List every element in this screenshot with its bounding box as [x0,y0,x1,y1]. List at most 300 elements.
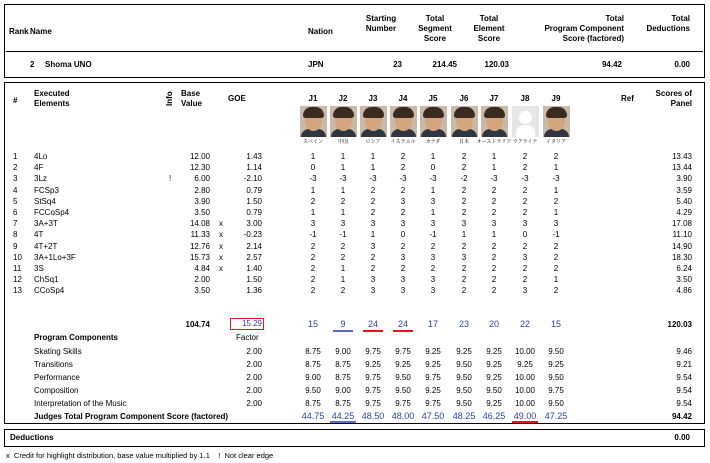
pc-total: 94.42 [671,412,692,421]
pc-judge-score: 9.25 [425,347,441,356]
judge-photo [481,106,508,137]
pc-judge-score: 9.25 [395,360,411,369]
element-judge-score: 2 [310,264,316,273]
pc-judge-score: 9.75 [395,347,411,356]
element-name: 3A+1Lo+3F [34,252,76,262]
element-judge-score: 3 [310,219,316,229]
element-judge-score: -1 [552,230,560,240]
element-number: 10 [13,252,22,262]
pc-factor: 2.00 [246,360,262,369]
element-judge-score: 2 [491,241,497,251]
element-judge-score: 2 [340,241,346,251]
judge-goe-total: 15 [307,319,318,329]
element-judge-score: 1 [370,163,376,173]
element-judge-score: 1 [553,185,559,195]
total-deductions: 0.00 [674,60,690,69]
judge-label: J3 [368,94,378,103]
element-judge-score: 2 [553,264,559,273]
element-number: 9 [13,241,18,251]
pc-judge-score: 8.75 [335,373,351,382]
element-judge-score: 3 [430,196,436,206]
element-name: 3Lz [34,174,47,184]
deductions-label: Deductions [10,433,54,442]
judge-country: スペイン [302,139,323,145]
pc-judge-score: 9.50 [456,360,472,369]
element-goe: 1.40 [246,264,262,273]
pc-judge-score: 9.25 [517,360,533,369]
element-judge-score: 3 [370,219,376,229]
scores-of-panel-header: Scores of Panel [655,89,692,108]
pc-judge-score: 9.50 [395,386,411,395]
element-judge-score: 2 [430,264,436,273]
element-number: 12 [13,275,22,285]
element-judge-score: 2 [400,152,406,161]
element-judge-score: 3 [430,252,436,262]
element-judge-score: 3 [370,275,376,285]
judge-label: J4 [398,94,408,103]
element-bonus-flag: x [219,264,223,273]
pc-factor: 2.00 [246,347,262,356]
element-number: 7 [13,219,18,229]
element-number: 6 [13,208,18,217]
factor-header: Factor [236,333,259,342]
element-goe: 2.14 [246,241,262,251]
pc-judge-score: 9.75 [365,373,381,382]
goe-total: 15.29 [241,319,262,328]
rank-header: Rank [9,27,29,36]
judge-photo [543,106,570,137]
element-goe: 2.57 [246,252,262,262]
judge-photo [360,106,387,137]
element-judge-score: 1 [340,275,346,285]
judge-country: 日本 [458,139,469,145]
element-judge-score: 2 [461,275,467,285]
element-judge-score: 3 [400,196,406,206]
elements-score-total: 120.03 [667,320,692,329]
element-judge-score: 2 [340,286,346,296]
element-judge-score: 1 [491,230,497,240]
element-judge-score: 2 [553,196,559,206]
element-judge-score: 2 [400,241,406,251]
element-score: 3.90 [676,174,692,184]
element-judge-score: 2 [461,264,467,273]
element-judge-score: 1 [430,208,436,217]
pc-score: 9.54 [676,373,692,382]
element-judge-score: 2 [430,241,436,251]
pc-judge-score: 9.75 [365,386,381,395]
total-pcs: 94.42 [601,60,622,69]
element-judge-score: 3 [522,286,528,296]
element-goe: 1.14 [246,163,262,173]
pc-judge-score: 9.75 [425,373,441,382]
element-judge-score: 3 [370,241,376,251]
element-score: 13.44 [671,163,692,173]
judge-goe-total: 23 [458,319,469,329]
element-judge-score: 2 [461,152,467,161]
base-value-total: 104.74 [185,320,210,329]
element-judge-score: -3 [339,174,347,184]
element-number: 2 [13,163,18,173]
element-judge-score: 1 [430,152,436,161]
element-bonus-flag: x [219,241,223,251]
judge-goe-total: 22 [519,319,530,329]
deductions-header: Total Deductions [646,14,690,33]
tes-header: Total Element Score [473,14,505,43]
element-judge-score: -3 [490,174,498,184]
goe-total-underline [393,330,413,332]
pc-score: 9.46 [676,347,692,356]
starting-header: Starting Number [365,14,397,33]
element-judge-score: 2 [370,196,376,206]
element-judge-score: 1 [553,208,559,217]
judge-pc-total: 44.75 [301,411,325,421]
element-base-value: 14.08 [189,219,210,229]
element-judge-score: 2 [310,252,316,262]
element-goe: 3.00 [246,219,262,229]
element-judge-score: -1 [429,230,437,240]
skater-rank: 2 [30,60,35,69]
element-judge-score: 1 [461,230,467,240]
element-judge-score: 0 [522,230,528,240]
element-judge-score: -3 [521,174,529,184]
judge-pc-total: 48.00 [391,411,415,421]
element-judge-score: 2 [461,163,467,173]
element-judge-score: 2 [310,196,316,206]
element-judge-score: -3 [369,174,377,184]
element-judge-score: 2 [400,163,406,173]
element-judge-score: 2 [340,196,346,206]
judge-photo [512,106,539,137]
executed-header: Executed Elements [34,89,70,108]
judge-label: J5 [428,94,438,103]
pc-judge-score: 9.25 [486,360,502,369]
element-judge-score: 2 [310,241,316,251]
element-bonus-flag: x [219,219,223,229]
element-judge-score: 2 [553,252,559,262]
element-judge-score: -3 [399,174,407,184]
element-judge-score: 2 [553,241,559,251]
element-number: 4 [13,185,18,195]
element-number: 11 [13,264,22,273]
pc-judge-score: 9.00 [335,347,351,356]
element-judge-score: -1 [309,230,317,240]
element-score: 13.43 [671,152,692,161]
element-judge-score: 2 [461,196,467,206]
element-judge-score: 1 [310,208,316,217]
element-judge-score: 1 [310,152,316,161]
element-base-value: 12.30 [189,163,210,173]
summary-divider [6,51,703,52]
element-judge-score: 0 [430,163,436,173]
pc-judge-score: 8.75 [335,360,351,369]
skater-nation: JPN [308,60,324,69]
pc-judge-score: 9.25 [365,360,381,369]
pc-judge-score: 9.50 [456,399,472,408]
judge-goe-total: 20 [488,319,499,329]
pc-judge-score: 9.25 [456,347,472,356]
element-judge-score: 2 [461,208,467,217]
element-name: 4F [34,163,44,173]
element-judge-score: 2 [522,241,528,251]
pc-judge-score: 9.50 [395,373,411,382]
pc-factor: 2.00 [246,386,262,395]
pc-name: Transitions [34,360,73,369]
pc-total-underline [512,421,538,423]
element-number: 5 [13,196,18,206]
judge-photo [300,106,327,137]
judge-label: J8 [520,94,530,103]
pc-judge-score: 9.50 [305,386,321,395]
footnote: x Credit for highlight distribution, base value multiplied by 1.1 ! Not clear edge [6,451,274,460]
pc-judge-score: 10.00 [514,386,536,395]
element-judge-score: 3 [400,252,406,262]
pc-score: 9.54 [676,386,692,395]
element-judge-score: 3 [461,252,467,262]
pc-name: Performance [34,373,80,382]
element-judge-score: 1 [340,264,346,273]
element-judge-score: 3 [461,219,467,229]
element-goe: -2.10 [243,174,262,184]
judge-photo [451,106,478,137]
element-number: 3 [13,174,18,184]
judge-country: イスラエル [390,139,416,145]
element-score: 11.10 [672,230,692,240]
num-header: # [13,96,18,105]
element-base-value: 3.50 [194,208,210,217]
pc-name: Composition [34,386,79,395]
element-number: 1 [13,152,18,161]
element-base-value: 12.76 [189,241,210,251]
element-judge-score: 2 [491,275,497,285]
element-name: ChSq1 [34,275,59,285]
judge-goe-total: 9 [340,319,346,329]
pc-score: 9.21 [676,360,692,369]
pc-judge-score: 9.75 [365,347,381,356]
element-score: 4.86 [676,286,692,296]
judge-pc-total: 48.50 [361,411,385,421]
element-judge-score: 1 [491,163,497,173]
goe-total-underline [333,330,353,332]
pc-judge-score: 9.25 [548,360,564,369]
element-judge-score: 2 [370,208,376,217]
element-base-value: 12.00 [189,152,210,161]
judge-photo [330,106,357,137]
judge-country: 中国 [337,139,348,145]
pc-judge-score: 8.75 [305,399,321,408]
element-judge-score: 1 [553,163,559,173]
element-judge-score: 3 [340,219,346,229]
element-judge-score: 2 [491,264,497,273]
judge-country: オーストラリア [476,139,512,145]
element-base-value: 11.33 [190,230,210,240]
judge-pc-total: 48.25 [452,411,476,421]
element-judge-score: -1 [339,230,347,240]
element-judge-score: 0 [400,230,406,240]
judge-label: J7 [489,94,499,103]
element-judge-score: 3 [522,252,528,262]
pc-judge-score: 8.75 [335,399,351,408]
base-value-header: Base Value [181,89,202,108]
element-base-value: 3.50 [194,286,210,296]
deductions-box [4,429,705,447]
goe-header: GOE [228,94,246,103]
element-judge-score: 2 [491,185,497,195]
pc-judge-score: 9.50 [456,386,472,395]
judge-label: J1 [308,94,318,103]
element-judge-score: 1 [553,275,559,285]
pc-judge-score: 8.75 [305,347,321,356]
pc-judge-score: 9.75 [548,386,564,395]
element-judge-score: 2 [522,185,528,195]
element-judge-score: 3 [522,219,528,229]
element-goe: 1.43 [246,152,262,161]
element-judge-score: 2 [522,208,528,217]
element-judge-score: 2 [461,241,467,251]
element-score: 14.90 [671,241,692,251]
element-judge-score: 2 [491,252,497,262]
goe-total-underline [363,330,383,332]
judge-goe-total: 17 [427,319,438,329]
element-judge-score: 2 [461,185,467,195]
judge-goe-total: 24 [397,319,408,329]
nation-header: Nation [308,27,333,36]
element-judge-score: 1 [340,185,346,195]
pcs-header: Total Program Component Score (factored) [544,14,624,43]
element-score: 3.50 [676,275,692,285]
element-judge-score: 0 [310,163,316,173]
element-judge-score: -2 [460,174,468,184]
element-judge-score: 2 [522,196,528,206]
element-judge-score: 2 [491,208,497,217]
element-judge-score: 1 [370,230,376,240]
judge-photo [420,106,447,137]
element-judge-score: 1 [491,152,497,161]
element-base-value: 15.73 [189,252,210,262]
judge-photo [390,106,417,137]
total-element-score: 120.03 [484,60,509,69]
element-base-value: 2.80 [194,185,210,195]
judge-goe-total: 24 [367,319,378,329]
element-goe: 0.79 [246,185,262,195]
pc-judge-score: 8.75 [305,360,321,369]
pc-judge-score: 9.25 [486,347,502,356]
element-judge-score: 2 [522,264,528,273]
element-judge-score: 2 [310,286,316,296]
pc-total-label: Judges Total Program Component Score (factored) [34,412,229,421]
name-header: Name [30,27,52,36]
element-judge-score: -3 [552,174,560,184]
element-judge-score: 2 [522,275,528,285]
element-goe: 1.50 [246,275,262,285]
element-bonus-flag: x [219,252,223,262]
tss-header: Total Segment Score [418,14,452,43]
judge-country: ウクライナ [512,139,538,145]
pc-judge-score: 9.50 [548,399,564,408]
element-info: ! [169,174,172,184]
element-score: 3.59 [676,185,692,195]
judge-country: ロシア [365,139,381,145]
element-name: 4T+2T [34,241,58,251]
element-judge-score: 2 [553,286,559,296]
element-base-value: 2.00 [194,275,210,285]
element-name: StSq4 [34,196,56,206]
element-judge-score: 3 [400,275,406,285]
element-name: CCoSp4 [34,286,65,296]
pc-judge-score: 9.25 [486,373,502,382]
element-bonus-flag: x [219,230,223,240]
pc-judge-score: 9.50 [456,373,472,382]
element-judge-score: 1 [340,208,346,217]
element-judge-score: 2 [522,163,528,173]
element-judge-score: 2 [522,152,528,161]
judge-label: J2 [338,94,348,103]
element-goe: 0.79 [246,208,262,217]
element-judge-score: 3 [370,286,376,296]
pc-judge-score: 9.25 [486,399,502,408]
element-goe: 1.36 [246,286,262,296]
element-judge-score: 3 [553,219,559,229]
element-judge-score: 3 [430,219,436,229]
element-judge-score: 1 [340,152,346,161]
element-judge-score: 3 [400,286,406,296]
element-judge-score: 3 [430,275,436,285]
pc-total-underline [330,421,356,423]
element-score: 6.24 [676,264,692,273]
pc-score: 9.54 [676,399,692,408]
element-judge-score: 2 [553,152,559,161]
pc-judge-score: 9.75 [365,399,381,408]
judge-pc-total: 49.00 [513,411,537,421]
judge-label: J6 [459,94,469,103]
element-name: FCSp3 [34,185,59,195]
element-judge-score: -3 [309,174,317,184]
pc-judge-score: 9.25 [425,360,441,369]
judge-pc-total: 44.25 [331,411,355,421]
element-judge-score: 2 [400,185,406,195]
element-judge-score: -3 [429,174,437,184]
element-judge-score: 2 [491,286,497,296]
element-score: 18.30 [671,252,692,262]
pc-judge-score: 9.00 [305,373,321,382]
judge-pc-total: 47.25 [544,411,568,421]
element-judge-score: 1 [430,185,436,195]
pc-judge-score: 9.50 [548,347,564,356]
judge-pc-total: 47.50 [421,411,445,421]
element-judge-score: 1 [340,163,346,173]
element-judge-score: 2 [370,252,376,262]
pc-title: Program Components [34,333,119,342]
element-judge-score: 2 [400,208,406,217]
element-judge-score: 2 [370,264,376,273]
pc-judge-score: 10.00 [514,347,536,356]
element-base-value: 3.90 [194,196,210,206]
deductions-value: 0.00 [674,433,690,442]
element-goe: 1.50 [246,196,262,206]
pc-judge-score: 9.50 [486,386,502,395]
element-judge-score: 2 [370,185,376,195]
element-judge-score: 2 [340,252,346,262]
element-score: 5.40 [676,196,692,206]
pc-judge-score: 10.00 [514,399,536,408]
element-name: 4Lo [34,152,48,161]
pc-judge-score: 9.75 [425,399,441,408]
info-header: Info [165,91,174,106]
element-name: 3S [34,264,44,273]
element-judge-score: 2 [310,275,316,285]
element-judge-score: 1 [310,185,316,195]
ref-header: Ref [621,94,634,103]
pc-judge-score: 10.00 [514,373,536,382]
